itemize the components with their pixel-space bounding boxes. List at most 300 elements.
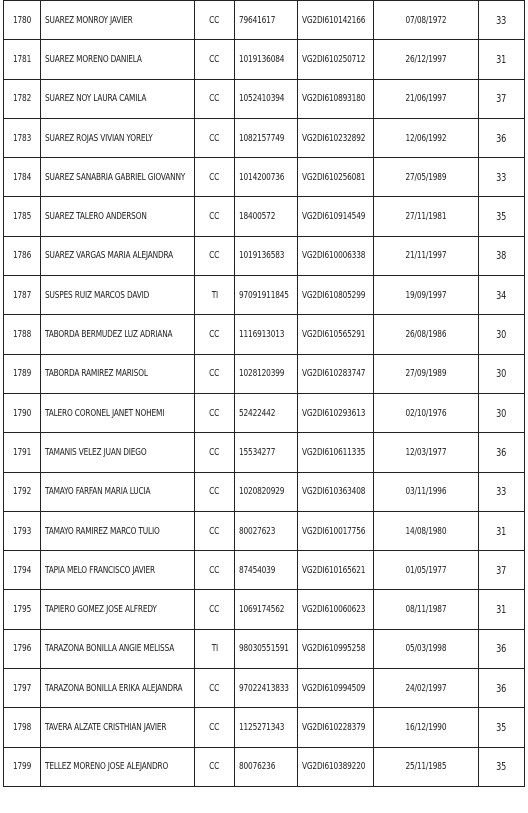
birth-date-cell	[374, 40, 479, 79]
value-cell	[479, 1, 525, 40]
full-name-cell	[41, 118, 195, 157]
record-code-text: VG2DI610232892	[302, 132, 366, 144]
full-name-text: SUAREZ SANABRIA GABRIEL GIOVANNY	[45, 171, 186, 183]
record-code-cell	[298, 276, 374, 315]
record-code-text: VG2DI610914549	[302, 211, 366, 223]
records-table	[3, 0, 525, 787]
full-name-text: SUAREZ MONROY JAVIER	[45, 14, 133, 26]
record-code-cell	[298, 629, 374, 668]
row-number-text: 1783	[12, 132, 32, 144]
document-number-cell	[235, 433, 298, 472]
full-name-text: TABORDA RAMIREZ MARISOL	[45, 368, 148, 380]
row-number-cell	[4, 669, 41, 708]
birth-date-cell	[374, 236, 479, 275]
row-number-text: 1780	[12, 14, 32, 26]
value-text: 30	[496, 328, 507, 342]
record-code-cell	[298, 472, 374, 511]
document-number-cell	[235, 158, 298, 197]
birth-date-text: 27/11/1981	[405, 211, 447, 223]
record-code-cell	[298, 708, 374, 747]
table-row	[4, 669, 525, 708]
document-number-text: 79641617	[239, 14, 276, 26]
document-type-cell	[195, 669, 235, 708]
document-number-text: 97022413833	[239, 682, 289, 694]
row-number-text: 1793	[12, 525, 32, 537]
table-row	[4, 393, 525, 432]
document-number-text: 97091911845	[239, 289, 289, 301]
document-type-text: CC	[209, 93, 220, 105]
document-number-text: 1019136084	[239, 53, 285, 65]
value-cell	[479, 669, 525, 708]
birth-date-text: 12/06/1992	[405, 132, 447, 144]
value-cell	[479, 315, 525, 354]
record-code-cell	[298, 158, 374, 197]
full-name-text: SUSPES RUIZ MARCOS DAVID	[45, 289, 150, 301]
value-cell	[479, 40, 525, 79]
document-type-cell	[195, 629, 235, 668]
full-name-cell	[41, 354, 195, 393]
value-cell	[479, 197, 525, 236]
document-type-cell	[195, 276, 235, 315]
document-type-cell	[195, 747, 235, 786]
birth-date-text: 24/02/1997	[405, 682, 447, 694]
full-name-cell	[41, 747, 195, 786]
table-row	[4, 40, 525, 79]
value-cell	[479, 79, 525, 118]
document-type-text: CC	[209, 211, 220, 223]
record-code-cell	[298, 118, 374, 157]
row-number-cell	[4, 393, 41, 432]
value-cell	[479, 276, 525, 315]
table-row	[4, 79, 525, 118]
full-name-cell	[41, 276, 195, 315]
row-number-cell	[4, 590, 41, 629]
record-code-cell	[298, 511, 374, 550]
full-name-text: SUAREZ VARGAS MARIA ALEJANDRA	[45, 250, 174, 262]
full-name-text: TELLEZ MORENO JOSE ALEJANDRO	[45, 761, 169, 773]
row-number-text: 1784	[12, 171, 32, 183]
table-row	[4, 197, 525, 236]
document-number-text: 1014200736	[239, 171, 285, 183]
record-code-cell	[298, 590, 374, 629]
record-code-text: VG2DI610293613	[302, 407, 366, 419]
document-type-text: CC	[209, 564, 220, 576]
birth-date-text: 27/09/1989	[405, 368, 447, 380]
table-row	[4, 1, 525, 40]
document-number-text: 98030551591	[239, 643, 289, 655]
document-number-text: 1125271343	[239, 721, 285, 733]
value-text: 36	[496, 681, 507, 695]
document-type-text: CC	[209, 525, 220, 537]
document-type-text: CC	[209, 486, 220, 498]
row-number-cell	[4, 158, 41, 197]
value-cell	[479, 629, 525, 668]
row-number-cell	[4, 1, 41, 40]
full-name-text: TARAZONA BONILLA ERIKA ALEJANDRA	[45, 682, 183, 694]
document-number-cell	[235, 551, 298, 590]
row-number-cell	[4, 197, 41, 236]
full-name-cell	[41, 236, 195, 275]
value-text: 31	[496, 603, 507, 617]
document-number-text: 1052410394	[239, 93, 285, 105]
document-number-text: 52422442	[239, 407, 276, 419]
birth-date-text: 07/08/1972	[405, 14, 447, 26]
full-name-text: SUAREZ NOY LAURA CAMILA	[45, 93, 147, 105]
record-code-text: VG2DI610017756	[302, 525, 366, 537]
document-type-text: TI	[211, 289, 218, 301]
full-name-text: TAMAYO FARFAN MARIA LUCIA	[45, 486, 151, 498]
birth-date-text: 03/11/1996	[405, 486, 447, 498]
value-text: 31	[496, 524, 507, 538]
birth-date-text: 12/03/1977	[405, 446, 447, 458]
row-number-text: 1791	[12, 446, 32, 458]
birth-date-cell	[374, 551, 479, 590]
document-number-cell	[235, 79, 298, 118]
value-text: 33	[496, 485, 507, 499]
full-name-text: SUAREZ MORENO DANIELA	[45, 53, 142, 65]
document-type-cell	[195, 197, 235, 236]
row-number-text: 1797	[12, 682, 32, 694]
document-number-cell	[235, 236, 298, 275]
full-name-cell	[41, 511, 195, 550]
table-row	[4, 511, 525, 550]
full-name-cell	[41, 79, 195, 118]
birth-date-cell	[374, 79, 479, 118]
document-number-text: 1020820929	[239, 486, 285, 498]
birth-date-text: 26/12/1997	[405, 53, 447, 65]
record-code-text: VG2DI610006338	[302, 250, 366, 262]
document-number-cell	[235, 315, 298, 354]
row-number-cell	[4, 511, 41, 550]
document-type-cell	[195, 118, 235, 157]
record-code-cell	[298, 236, 374, 275]
document-sheet	[3, 0, 524, 812]
full-name-cell	[41, 433, 195, 472]
table-row	[4, 354, 525, 393]
full-name-cell	[41, 551, 195, 590]
value-text: 38	[496, 249, 507, 263]
document-type-cell	[195, 590, 235, 629]
value-text: 36	[496, 642, 507, 656]
row-number-text: 1782	[12, 93, 32, 105]
document-type-text: CC	[209, 604, 220, 616]
record-code-text: VG2DI610363408	[302, 486, 366, 498]
document-number-cell	[235, 1, 298, 40]
table-row	[4, 118, 525, 157]
row-number-cell	[4, 747, 41, 786]
birth-date-cell	[374, 197, 479, 236]
record-code-text: VG2DI610805299	[302, 289, 366, 301]
document-type-cell	[195, 315, 235, 354]
record-code-text: VG2DI610060623	[302, 604, 366, 616]
full-name-text: TAMANIS VELEZ JUAN DIEGO	[45, 446, 147, 458]
row-number-cell	[4, 472, 41, 511]
record-code-cell	[298, 1, 374, 40]
record-code-text: VG2DI610250712	[302, 53, 366, 65]
document-type-text: CC	[209, 407, 220, 419]
row-number-text: 1786	[12, 250, 32, 262]
table-row	[4, 315, 525, 354]
birth-date-text: 26/08/1986	[405, 329, 447, 341]
table-row	[4, 708, 525, 747]
document-type-cell	[195, 158, 235, 197]
birth-date-cell	[374, 669, 479, 708]
table-row	[4, 551, 525, 590]
record-code-cell	[298, 40, 374, 79]
row-number-text: 1796	[12, 643, 32, 655]
birth-date-text: 25/11/1985	[405, 761, 447, 773]
document-type-text: CC	[209, 721, 220, 733]
value-text: 34	[496, 288, 507, 302]
document-number-text: 80027623	[239, 525, 276, 537]
record-code-text: VG2DI610142166	[302, 14, 366, 26]
document-number-text: 15534277	[239, 446, 276, 458]
document-type-cell	[195, 354, 235, 393]
document-type-text: TI	[211, 643, 218, 655]
document-number-cell	[235, 197, 298, 236]
record-code-cell	[298, 315, 374, 354]
document-type-cell	[195, 433, 235, 472]
value-text: 37	[496, 563, 507, 577]
table-row	[4, 158, 525, 197]
row-number-cell	[4, 629, 41, 668]
document-number-text: 80076236	[239, 761, 276, 773]
full-name-cell	[41, 40, 195, 79]
full-name-text: TAVERA ALZATE CRISTHIAN JAVIER	[45, 721, 167, 733]
birth-date-text: 16/12/1990	[405, 721, 447, 733]
document-type-cell	[195, 511, 235, 550]
full-name-text: TAPIA MELO FRANCISCO JAVIER	[45, 564, 155, 576]
row-number-text: 1798	[12, 721, 32, 733]
row-number-text: 1799	[12, 761, 32, 773]
document-number-text: 87454039	[239, 564, 276, 576]
full-name-cell	[41, 590, 195, 629]
full-name-text: TAMAYO RAMIREZ MARCO TULIO	[45, 525, 160, 537]
document-type-cell	[195, 551, 235, 590]
row-number-text: 1785	[12, 211, 32, 223]
table-row	[4, 472, 525, 511]
document-number-cell	[235, 511, 298, 550]
document-number-cell	[235, 276, 298, 315]
document-number-text: 1019136583	[239, 250, 285, 262]
record-code-text: VG2DI610611335	[302, 446, 366, 458]
document-type-cell	[195, 236, 235, 275]
row-number-text: 1794	[12, 564, 32, 576]
row-number-cell	[4, 354, 41, 393]
birth-date-text: 27/05/1989	[405, 171, 447, 183]
birth-date-cell	[374, 747, 479, 786]
record-code-cell	[298, 669, 374, 708]
document-number-text: 1082157749	[239, 132, 285, 144]
value-cell	[479, 551, 525, 590]
value-cell	[479, 158, 525, 197]
row-number-text: 1781	[12, 53, 32, 65]
birth-date-cell	[374, 158, 479, 197]
value-text: 35	[496, 760, 507, 774]
birth-date-cell	[374, 629, 479, 668]
row-number-cell	[4, 118, 41, 157]
value-cell	[479, 511, 525, 550]
table-row	[4, 236, 525, 275]
value-text: 33	[496, 170, 507, 184]
record-code-cell	[298, 393, 374, 432]
document-type-text: CC	[209, 250, 220, 262]
document-type-text: CC	[209, 368, 220, 380]
birth-date-cell	[374, 708, 479, 747]
document-type-cell	[195, 472, 235, 511]
birth-date-cell	[374, 472, 479, 511]
records-table-body	[4, 1, 525, 787]
value-cell	[479, 708, 525, 747]
full-name-text: SUAREZ ROJAS VIVIAN YORELY	[45, 132, 153, 144]
record-code-text: VG2DI610565291	[302, 329, 366, 341]
document-type-text: CC	[209, 329, 220, 341]
record-code-cell	[298, 747, 374, 786]
full-name-cell	[41, 315, 195, 354]
document-type-text: CC	[209, 53, 220, 65]
row-number-cell	[4, 433, 41, 472]
birth-date-cell	[374, 433, 479, 472]
value-text: 31	[496, 52, 507, 66]
value-text: 30	[496, 367, 507, 381]
full-name-cell	[41, 158, 195, 197]
document-number-cell	[235, 354, 298, 393]
record-code-cell	[298, 551, 374, 590]
value-cell	[479, 393, 525, 432]
full-name-cell	[41, 197, 195, 236]
value-text: 36	[496, 445, 507, 459]
document-type-text: CC	[209, 171, 220, 183]
row-number-text: 1795	[12, 604, 32, 616]
document-type-text: CC	[209, 761, 220, 773]
document-type-text: CC	[209, 682, 220, 694]
document-number-cell	[235, 629, 298, 668]
row-number-cell	[4, 551, 41, 590]
document-number-text: 1069174562	[239, 604, 285, 616]
birth-date-text: 21/11/1997	[405, 250, 447, 262]
value-text: 30	[496, 406, 507, 420]
table-row	[4, 433, 525, 472]
record-code-text: VG2DI610165621	[302, 564, 366, 576]
table-row	[4, 629, 525, 668]
birth-date-text: 08/11/1987	[405, 604, 447, 616]
full-name-text: TAPIERO GOMEZ JOSE ALFREDY	[45, 604, 157, 616]
document-type-cell	[195, 40, 235, 79]
row-number-text: 1787	[12, 289, 32, 301]
birth-date-cell	[374, 354, 479, 393]
full-name-text: SUAREZ TALERO ANDERSON	[45, 211, 147, 223]
birth-date-text: 05/03/1998	[405, 643, 447, 655]
row-number-text: 1789	[12, 368, 32, 380]
document-type-cell	[195, 79, 235, 118]
document-number-text: 1116913013	[239, 329, 285, 341]
row-number-cell	[4, 40, 41, 79]
document-number-cell	[235, 393, 298, 432]
full-name-text: TARAZONA BONILLA ANGIE MELISSA	[45, 643, 175, 655]
document-type-text: CC	[209, 132, 220, 144]
record-code-text: VG2DI610995258	[302, 643, 366, 655]
value-cell	[479, 236, 525, 275]
value-cell	[479, 472, 525, 511]
birth-date-cell	[374, 118, 479, 157]
value-text: 35	[496, 210, 507, 224]
row-number-cell	[4, 708, 41, 747]
full-name-cell	[41, 629, 195, 668]
full-name-cell	[41, 1, 195, 40]
row-number-text: 1792	[12, 486, 32, 498]
record-code-cell	[298, 354, 374, 393]
value-cell	[479, 118, 525, 157]
value-cell	[479, 590, 525, 629]
record-code-text: VG2DI610994509	[302, 682, 366, 694]
birth-date-text: 01/05/1977	[405, 564, 447, 576]
record-code-text: VG2DI610283747	[302, 368, 366, 380]
table-row	[4, 590, 525, 629]
document-number-text: 1028120399	[239, 368, 285, 380]
birth-date-cell	[374, 590, 479, 629]
value-text: 33	[496, 13, 507, 27]
birth-date-cell	[374, 1, 479, 40]
document-type-cell	[195, 708, 235, 747]
row-number-text: 1790	[12, 407, 32, 419]
record-code-text: VG2DI610893180	[302, 93, 366, 105]
record-code-text: VG2DI610228379	[302, 721, 366, 733]
document-number-cell	[235, 669, 298, 708]
full-name-text: TABORDA BERMUDEZ LUZ ADRIANA	[45, 329, 173, 341]
record-code-text: VG2DI610389220	[302, 761, 366, 773]
row-number-cell	[4, 276, 41, 315]
full-name-cell	[41, 393, 195, 432]
row-number-cell	[4, 236, 41, 275]
full-name-cell	[41, 669, 195, 708]
row-number-cell	[4, 79, 41, 118]
full-name-cell	[41, 708, 195, 747]
table-row	[4, 276, 525, 315]
document-number-cell	[235, 40, 298, 79]
birth-date-cell	[374, 276, 479, 315]
table-row	[4, 747, 525, 786]
record-code-cell	[298, 433, 374, 472]
full-name-cell	[41, 472, 195, 511]
document-number-text: 18400572	[239, 211, 276, 223]
document-number-cell	[235, 708, 298, 747]
birth-date-cell	[374, 511, 479, 550]
birth-date-text: 21/06/1997	[405, 93, 447, 105]
document-number-cell	[235, 472, 298, 511]
birth-date-text: 19/09/1997	[405, 289, 447, 301]
document-type-cell	[195, 393, 235, 432]
birth-date-cell	[374, 393, 479, 432]
record-code-cell	[298, 197, 374, 236]
value-cell	[479, 433, 525, 472]
document-type-text: CC	[209, 14, 220, 26]
record-code-text: VG2DI610256081	[302, 171, 366, 183]
birth-date-text: 02/10/1976	[405, 407, 447, 419]
value-text: 35	[496, 720, 507, 734]
value-cell	[479, 354, 525, 393]
row-number-cell	[4, 315, 41, 354]
document-number-cell	[235, 118, 298, 157]
birth-date-cell	[374, 315, 479, 354]
document-type-cell	[195, 1, 235, 40]
document-number-cell	[235, 590, 298, 629]
full-name-text: TALERO CORONEL JANET NOHEMI	[45, 407, 165, 419]
record-code-cell	[298, 79, 374, 118]
document-number-cell	[235, 747, 298, 786]
row-number-text: 1788	[12, 329, 32, 341]
value-cell	[479, 747, 525, 786]
birth-date-text: 14/08/1980	[405, 525, 447, 537]
